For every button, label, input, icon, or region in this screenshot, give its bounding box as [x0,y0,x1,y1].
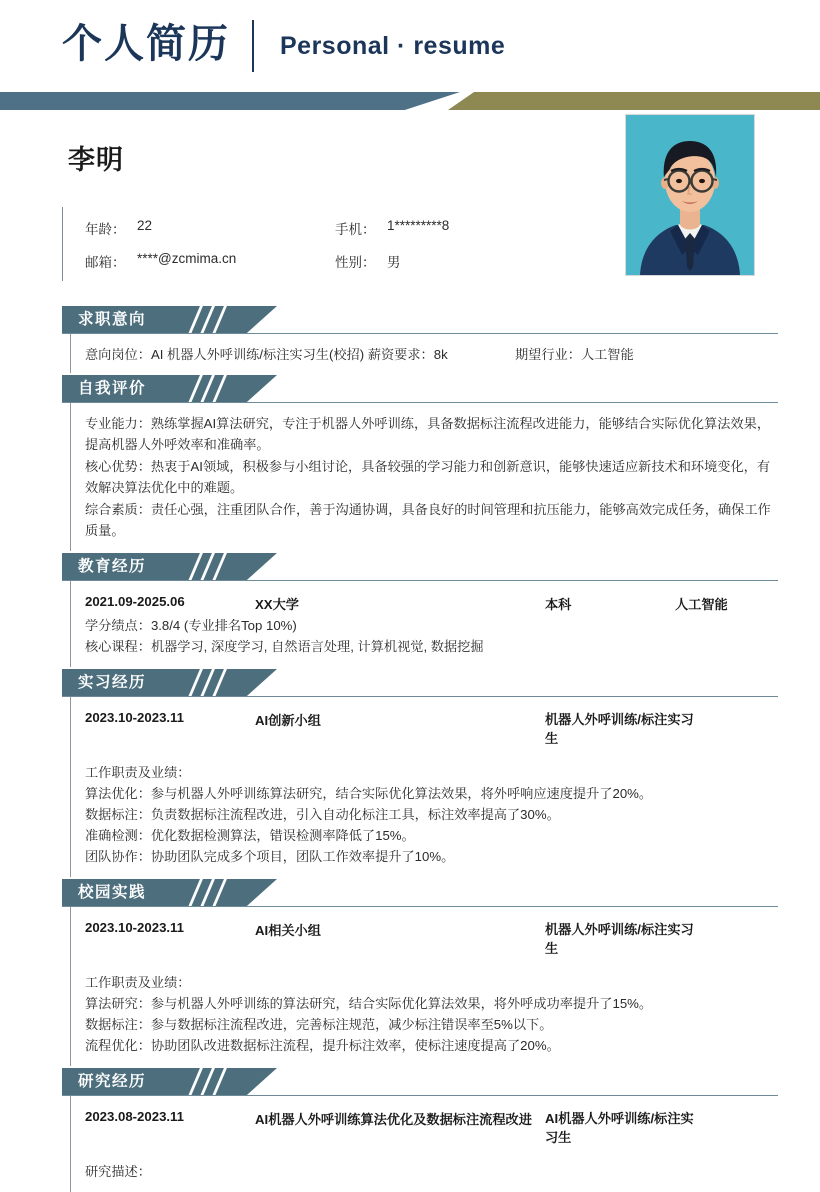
spacer [85,750,778,762]
education-courses-value: 机器学习, 深度学习, 自然语言处理, 计算机视觉, 数据挖掘 [150,639,484,654]
education-courses-row [85,636,778,657]
section-job-intention [0,306,820,373]
job-intention-salary-label: 薪资要求： [367,347,434,362]
job-intention-industry-value: 人工智能 [580,347,634,362]
internship-role: 机器人外呼训练/标注实习生 [545,712,694,746]
internship-duty-4: 团队协作：协助团队完成多个项目，团队工作效率提升了10%。 [85,849,455,864]
campus-duties-title: 工作职责及业绩： [85,975,191,990]
section-title-education: 教育经历 [78,558,147,575]
contact-column-left [85,207,335,281]
masthead-divider [252,20,254,72]
section-title-self-evaluation: 自我评价 [78,380,147,397]
contact-value-email: ****@zcmima.cn [137,250,237,266]
section-header-stripes-icon [186,553,278,580]
self-evaluation-line-2: 核心优势：热衷于AI领域，积极参与小组讨论，具备较强的学习能力和创新意识，能够快速适应新技术和环境变化，有效解决算法优化中的难题。 [85,459,771,495]
candidate-name: 李明 [68,145,124,175]
education-major: 人工智能 [675,597,728,612]
job-intention-row [85,344,778,363]
education-gpa-row [85,615,778,636]
section-body-self-evaluation [70,403,778,551]
section-title-research: 研究经历 [78,1073,147,1090]
section-header-stripes-icon [186,306,278,333]
section-header-stripes-icon [186,669,278,696]
contact-label-age: 年龄： [85,221,126,237]
section-body-job-intention [70,334,778,373]
research-record-header [85,1106,778,1149]
section-header-research [0,1068,820,1095]
internship-duty-3: 准确检测：优化数据检测算法，错误检测率降低了15%。 [85,828,415,843]
contact-row-gender [335,251,449,271]
contact-row-email [85,251,335,271]
contact-row-age [85,218,335,238]
contact-label-email: 邮箱： [85,254,126,270]
section-header-stripes-icon [186,375,278,402]
internship-duties-title: 工作职责及业绩： [85,765,191,780]
job-intention-salary-value: 8k [433,347,448,362]
banner-left-slate [0,92,460,110]
job-intention-position-label: 意向岗位： [85,347,151,362]
section-header-job-intention [0,306,820,333]
masthead [0,0,820,92]
education-record-header [85,591,778,615]
campus-date: 2023.10-2023.11 [85,920,185,935]
candidate-photo [625,114,755,276]
identity-block [0,110,820,306]
section-body-education [70,581,778,667]
internship-date: 2023.10-2023.11 [85,710,185,725]
banner-right-olive [448,92,820,110]
campus-role: 机器人外呼训练/标注实习生 [545,922,694,956]
job-intention-industry [515,344,634,363]
education-courses-label: 核心课程： [85,639,151,654]
internship-record-header [85,707,778,750]
section-body-research [70,1096,778,1192]
section-header-education [0,553,820,580]
section-header-stripes-icon [186,879,278,906]
research-date: 2023.08-2023.11 [85,1109,185,1124]
masthead-title-cn: 个人简历 [62,22,230,66]
contact-row-phone [335,218,449,238]
section-header-internship [0,669,820,696]
section-internship [0,669,820,877]
section-body-campus-practice [70,907,778,1066]
section-education [0,553,820,667]
masthead-title-en: Personal · resume [280,31,506,60]
header-banner [0,92,820,110]
research-project: AI机器人外呼训练算法优化及数据标注流程改进 [255,1112,532,1127]
contact-value-age: 22 [137,217,153,233]
section-self-evaluation [0,375,820,551]
job-intention-position-value: AI 机器人外呼训练/标注实习生(校招) [150,347,365,362]
contact-value-phone: 1*********8 [387,217,450,233]
section-header-stripes-icon [186,1068,278,1095]
campus-duty-1: 算法研究：参与机器人外呼训练的算法研究，结合实际优化算法效果，将外呼成功率提升了15%。 [85,996,653,1011]
campus-org: AI相关小组 [255,923,321,938]
section-title-campus-practice: 校园实践 [78,884,147,901]
self-evaluation-line-3: 综合素质：责任心强，注重团队合作，善于沟通协调，具备良好的时间管理和抗压能力，能够高效完成任务，确保工作质量。 [85,502,771,538]
section-header-campus-practice [0,879,820,906]
education-school: XX大学 [255,597,299,612]
self-evaluation-line-1: 专业能力：熟练掌握AI算法研究，专注于机器人外呼训练，具备数据标注流程改进能力，能够结合实际优化算法效果，提高机器人外呼效率和准确率。 [85,416,771,452]
education-gpa-value: 3.8/4 (专业排名Top 10%) [150,618,297,633]
campus-duty-2: 数据标注：参与数据标注流程改进，完善标注规范，减少标注错误率至5%以下。 [85,1017,553,1032]
section-title-internship: 实习经历 [78,674,147,691]
internship-duty-1: 算法优化：参与机器人外呼训练算法研究，结合实际优化算法效果，将外呼响应速度提升了20%。 [85,786,653,801]
contact-label-phone: 手机： [335,221,376,237]
contact-value-gender: 男 [387,254,401,270]
section-header-self-evaluation [0,375,820,402]
job-intention-industry-label: 期望行业： [515,347,581,362]
section-research [0,1068,820,1192]
contact-label-gender: 性别： [335,254,376,270]
section-body-internship [70,697,778,877]
education-degree: 本科 [545,597,572,612]
spacer [85,1149,778,1161]
education-date: 2021.09-2025.06 [85,594,185,609]
section-campus-practice [0,879,820,1066]
portrait-illustration [626,115,754,275]
spacer [85,960,778,972]
internship-duty-2: 数据标注：负责数据标注流程改进，引入自动化标注工具，标注效率提高了30%。 [85,807,560,822]
section-title-job-intention: 求职意向 [78,311,147,328]
contact-column-right [335,207,449,281]
job-intention-position [85,344,515,363]
internship-org: AI创新小组 [255,713,321,728]
campus-duty-3: 流程优化：协助团队改进数据标注流程，提升标注效率，使标注速度提高了20%。 [85,1038,560,1053]
research-role: AI机器人外呼训练/标注实习生 [545,1111,694,1145]
research-desc-title: 研究描述： [85,1164,151,1179]
education-gpa-label: 学分绩点： [85,618,151,633]
campus-record-header [85,917,778,960]
